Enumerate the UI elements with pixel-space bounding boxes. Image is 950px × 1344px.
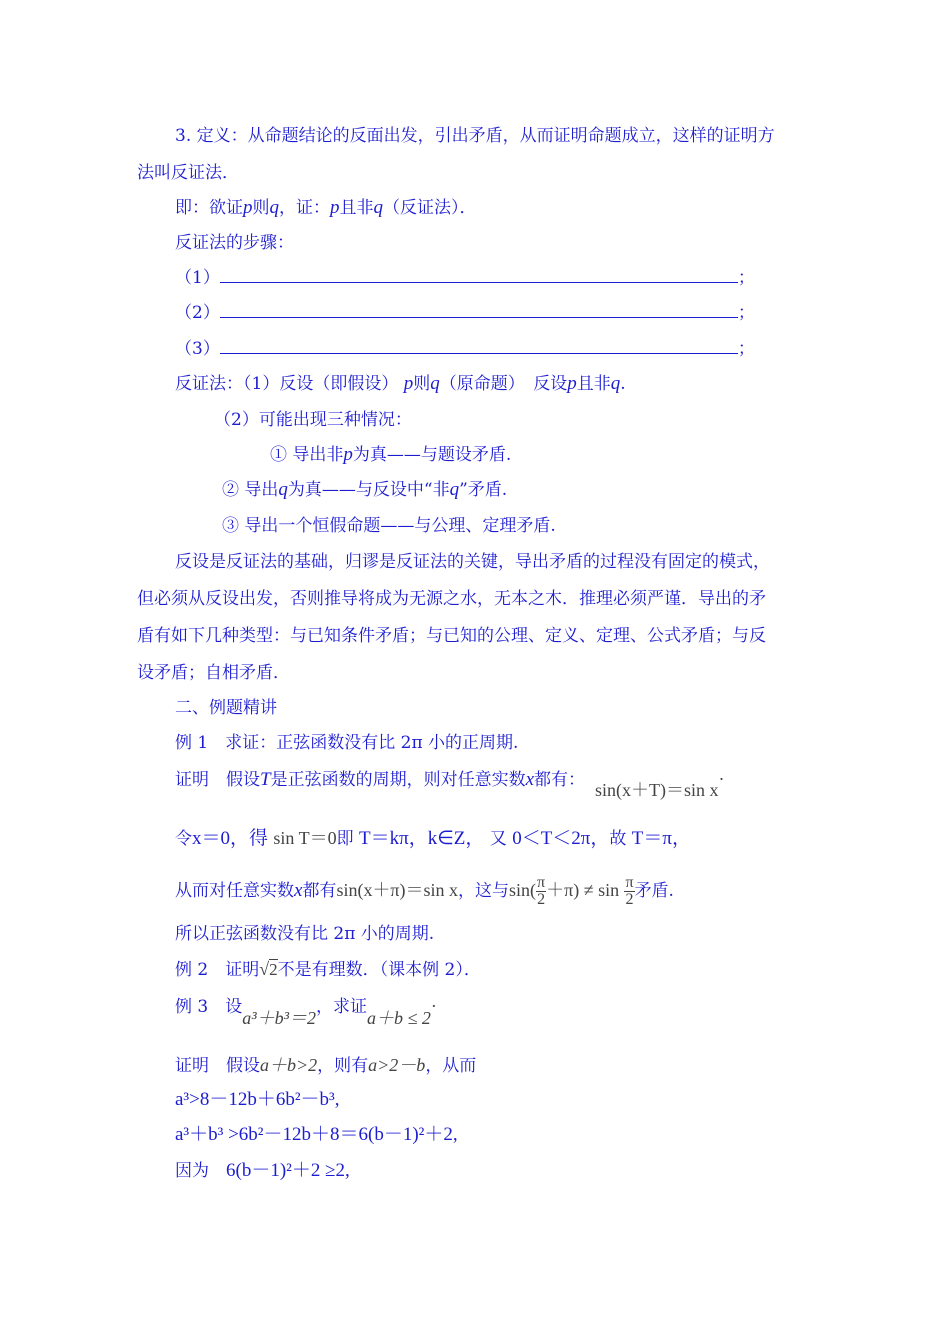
fill-blank[interactable]: [220, 268, 738, 283]
formula: sin T＝0: [273, 828, 337, 848]
text: 反证法：（1）反设（即假设）: [175, 374, 399, 394]
var: q: [430, 373, 440, 394]
var: q: [373, 197, 383, 218]
text: 证明 假设: [175, 770, 260, 790]
denominator: 2: [625, 891, 634, 908]
example-2: 例 2 证明√2不是有理数．（课本例 2）．: [175, 959, 481, 980]
text: 矛盾.: [634, 881, 674, 901]
example-3-proof-line-4: [175, 1160, 350, 1182]
definition-line-1: 3. 定义：从命题结论的反面出发，引出矛盾，从而证明命题成立，这样的证明方: [175, 126, 775, 146]
text: 为真——与题设矛盾.: [352, 445, 512, 465]
text: 即：欲证: [175, 198, 243, 218]
namely-line: [175, 197, 477, 219]
formula: 6(b－1)²＋2 ≥2,: [226, 1160, 350, 1181]
text: 证明 假设: [175, 1056, 260, 1076]
step-1: [175, 267, 755, 289]
fill-blank[interactable]: [220, 303, 738, 318]
formula: T＝kπ，k∈Z，: [359, 828, 485, 849]
text: ① 导出非: [270, 445, 344, 465]
var: p: [343, 444, 353, 465]
text: （原命题） 反设: [439, 374, 568, 394]
example-3-proof-line-1: [175, 1054, 476, 1077]
method-line: [175, 373, 626, 395]
text: 例 3 设: [175, 997, 243, 1017]
text: 则: [252, 198, 270, 218]
text: ，从而: [425, 1056, 477, 1076]
text: 不是有理数．（课本例 2）．: [277, 960, 481, 980]
text: ，求证: [316, 997, 368, 1017]
text: 令: [175, 829, 192, 849]
steps-title: 反证法的步骤：: [175, 233, 294, 253]
formula: a＋b>2: [260, 1055, 318, 1075]
text: 又: [489, 829, 507, 849]
text: 因为: [175, 1161, 209, 1181]
text: 例 2 证明: [175, 960, 260, 980]
text: ，证：: [279, 198, 330, 218]
example-1-proof-line-2: [175, 827, 691, 850]
step-3: [175, 338, 755, 360]
section-heading: 二、例题精讲: [175, 698, 277, 718]
text: ，这与: [458, 881, 510, 901]
example-1-conclusion: 所以正弦函数没有比 2π 小的周期.: [175, 924, 435, 944]
step-label: （2）: [175, 303, 220, 323]
formula: sin(: [509, 880, 537, 900]
fraction-pi-over-2: [536, 875, 546, 908]
formula: T＝π，: [631, 828, 691, 849]
var: T: [260, 769, 271, 790]
text: ，则有: [317, 1056, 369, 1076]
formula: a＋b ≤ 2: [367, 1008, 431, 1028]
sqrt-2: 2: [269, 960, 278, 979]
text: 且非: [576, 374, 611, 394]
paragraph-line: 盾有如下几种类型：与已知条件矛盾；与已知的公理、定义、定理、公式矛盾；与反: [137, 626, 766, 646]
text: ”矛盾.: [459, 480, 508, 500]
denominator: 2: [537, 891, 546, 908]
text: ；: [737, 268, 755, 288]
example-3-proof-line-2: a³>8－12b＋6b²－b³,: [175, 1089, 340, 1110]
numerator: π: [537, 874, 546, 891]
var: x: [294, 880, 303, 901]
case-title: （2）可能出现三种情况：: [214, 410, 412, 430]
case-1: [270, 444, 511, 466]
var: x: [525, 769, 535, 790]
text: ；: [737, 303, 755, 323]
example-1-proof-line-1: 证明 假设T是正弦函数的周期，则对任意实数x都有： sin(x＋T)＝sin x·: [175, 769, 725, 800]
var: p: [567, 373, 577, 394]
paragraph-line: 但必须从反设出发，否则推导将成为无源之水，无本之木．推理必须严谨．导出的矛: [137, 589, 766, 609]
text: .: [620, 374, 626, 394]
text: 从而对任意实数: [175, 881, 294, 901]
var: q: [610, 373, 621, 394]
var: q: [269, 197, 279, 218]
definition-line-2: 法叫反证法．: [137, 163, 239, 183]
case-2: [222, 479, 507, 501]
text: ；: [737, 339, 755, 359]
var: q: [278, 479, 288, 500]
step-label: （1）: [175, 268, 220, 288]
paragraph-line: 设矛盾；自相矛盾．: [137, 663, 290, 683]
formula: x＝0，得: [192, 828, 269, 849]
formula: 0＜T＜2π，: [512, 828, 610, 849]
var: p: [243, 197, 253, 218]
text: 都有：: [534, 770, 586, 790]
text: 为真——与反设中“非: [287, 480, 450, 500]
example-1-proof-line-3: [175, 875, 674, 908]
formula: sin(x＋π)＝sin x: [336, 880, 459, 900]
text: ② 导出: [222, 480, 279, 500]
text: 且非: [339, 198, 374, 218]
text: 则: [413, 374, 431, 394]
text: 即: [336, 829, 354, 849]
step-label: （3）: [175, 339, 220, 359]
text: 故: [609, 829, 627, 849]
var: q: [449, 479, 460, 500]
fraction-pi-over-2: [624, 875, 634, 908]
formula: sin(x＋T)＝sin x: [595, 780, 719, 800]
formula: a³＋b³＝2: [242, 1008, 317, 1028]
step-2: [175, 302, 755, 324]
text: 都有: [302, 881, 337, 901]
paragraph-line: 反设是反证法的基础，归谬是反证法的关键，导出矛盾的过程没有固定的模式，: [175, 552, 770, 572]
example-3-proof-line-3: a³＋b³ >6b²－12b＋8＝6(b－1)²＋2,: [175, 1124, 458, 1145]
var: p: [330, 197, 340, 218]
formula: a>2－b: [368, 1055, 426, 1075]
text: （反证法）．: [383, 198, 477, 218]
formula: ＋π) ≠ sin: [546, 880, 620, 900]
example-1-title: 例 1 求证：正弦函数没有比 2π 小的正周期.: [175, 733, 519, 753]
example-3: 例 3 设a³＋b³＝2，求证a＋b ≤ 2·: [175, 996, 437, 1028]
numerator: π: [625, 874, 634, 891]
case-3: ③ 导出一个恒假命题——与公理、定理矛盾.: [222, 516, 556, 536]
var: p: [403, 373, 414, 394]
text: 是正弦函数的周期，则对任意实数: [270, 770, 526, 790]
fill-blank[interactable]: [220, 339, 738, 354]
